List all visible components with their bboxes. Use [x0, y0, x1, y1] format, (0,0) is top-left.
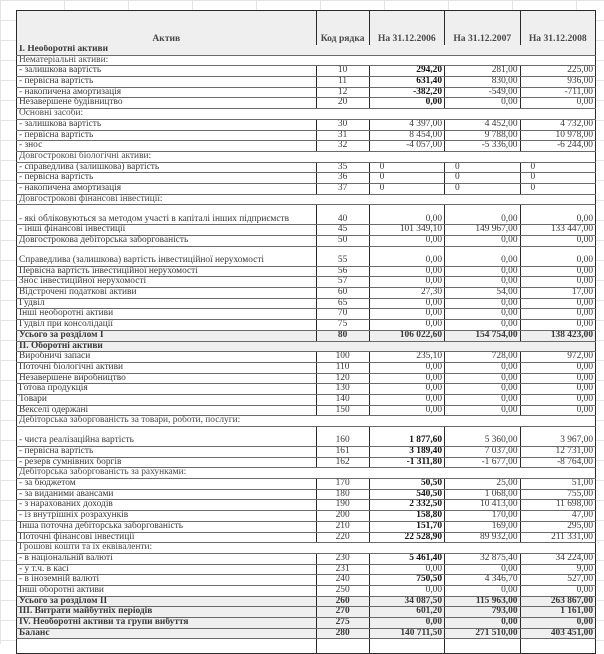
table-row [17, 298, 596, 309]
table-row [17, 384, 596, 395]
value-2008[interactable]: -711,00 [520, 87, 596, 98]
value-2007[interactable]: -5 336,00 [445, 141, 520, 152]
header-asset: Актив [17, 11, 317, 46]
table-row [17, 77, 596, 88]
value-2006[interactable]: 5 461,40 [369, 553, 444, 564]
row-label[interactable]: Гудвіл [17, 298, 317, 309]
table-row [17, 511, 596, 522]
row-label[interactable]: - накопичена амортизація [17, 183, 317, 194]
value-2006[interactable]: 0,00 [369, 373, 444, 384]
row-label[interactable]: - первісна вартість [17, 130, 317, 141]
value-2006[interactable]: 0,00 [369, 246, 444, 266]
row-code[interactable]: 70 [316, 309, 369, 320]
value-2006[interactable]: -4 057,00 [369, 141, 444, 152]
table-row [17, 479, 596, 490]
value-2008[interactable]: 0,00 [520, 373, 596, 384]
empty-cell[interactable] [17, 639, 317, 654]
value-2007[interactable]: 0 [445, 183, 520, 194]
table-row [17, 575, 596, 586]
value-2008[interactable]: 527,00 [520, 575, 596, 586]
row-label[interactable]: Інша поточна дебіторська заборгованість [17, 521, 317, 532]
header-2006: На 31.12.2006 [369, 11, 444, 46]
value-2008[interactable]: 225,00 [520, 66, 596, 77]
value-2007[interactable]: 5 360,00 [445, 427, 520, 447]
value-2008[interactable]: 9,00 [520, 564, 596, 575]
value-2007[interactable]: 4 346,70 [445, 575, 520, 586]
row-code[interactable]: 160 [316, 427, 369, 447]
table-row [17, 183, 596, 194]
value-2006[interactable]: 0,00 [369, 405, 444, 416]
row-label[interactable]: - інші фінансові інвестиції [17, 225, 317, 236]
total-row [17, 607, 596, 618]
table-row [17, 266, 596, 277]
group-header-row [17, 109, 596, 120]
total-row [17, 618, 596, 629]
row-code[interactable]: 180 [316, 489, 369, 500]
row-code[interactable]: 210 [316, 521, 369, 532]
row-label[interactable]: Товари [17, 394, 317, 405]
row-label[interactable]: Первісна вартість інвестиційної нерухомості [17, 266, 317, 277]
row-code[interactable]: 110 [316, 362, 369, 373]
value-2007[interactable]: 0,00 [445, 618, 520, 629]
row-code[interactable]: 240 [316, 575, 369, 586]
group-title: Дебіторська заборгованість за рахунками: [17, 468, 596, 479]
value-2008[interactable]: 0,00 [520, 246, 596, 266]
value-2007[interactable]: 0,00 [445, 564, 520, 575]
value-2006[interactable]: 1 877,60 [369, 427, 444, 447]
row-code[interactable]: 170 [316, 479, 369, 490]
value-2007[interactable]: 0,00 [445, 298, 520, 309]
row-label[interactable]: Виробничі запаси [17, 352, 317, 363]
value-2006[interactable]: 2 332,50 [369, 500, 444, 511]
value-2007[interactable]: 4 452,00 [445, 119, 520, 130]
header-2007: На 31.12.2007 [445, 11, 520, 46]
row-label[interactable]: - із внутрішніх розрахунків [17, 511, 317, 522]
table-row [17, 427, 596, 447]
table-row [17, 98, 596, 109]
value-2006[interactable]: 0,00 [369, 362, 444, 373]
row-label[interactable]: - залишкова вартість [17, 66, 317, 77]
value-2006[interactable]: 0,00 [369, 585, 444, 596]
row-code[interactable]: 270 [316, 607, 369, 618]
row-code[interactable]: 32 [316, 141, 369, 152]
table-row [17, 352, 596, 363]
value-2007[interactable]: 0 [445, 162, 520, 173]
empty-cell[interactable] [445, 639, 520, 654]
row-code[interactable]: 30 [316, 119, 369, 130]
table-row [17, 225, 596, 236]
row-code[interactable]: 100 [316, 352, 369, 363]
value-2008[interactable]: 0,00 [520, 618, 596, 629]
value-2007[interactable]: 0,00 [445, 373, 520, 384]
value-2006[interactable]: 4 397,00 [369, 119, 444, 130]
balance-sheet [16, 10, 596, 654]
value-2006[interactable]: 0,00 [369, 205, 444, 225]
value-2008[interactable]: 0,00 [520, 236, 596, 247]
value-2007[interactable]: 0,00 [445, 277, 520, 288]
value-2007[interactable]: 32 875,40 [445, 553, 520, 564]
section-header-row [17, 45, 596, 55]
row-code[interactable]: 12 [316, 87, 369, 98]
section-title: II. Оборотні активи [17, 341, 596, 352]
table-row [17, 246, 596, 266]
value-2007[interactable]: -549,00 [445, 87, 520, 98]
section-title: I. Необоротні активи [17, 45, 596, 55]
balance-table [16, 10, 596, 654]
row-code[interactable]: 50 [316, 236, 369, 247]
row-code[interactable]: 55 [316, 246, 369, 266]
value-2007[interactable]: 0,00 [445, 246, 520, 266]
table-row [17, 457, 596, 468]
value-2008[interactable]: 936,00 [520, 77, 596, 88]
group-title: Довгострокові біологічні активи: [17, 151, 596, 162]
table-row [17, 119, 596, 130]
value-2006[interactable]: 0,00 [369, 564, 444, 575]
value-2008[interactable]: 10 978,00 [520, 130, 596, 141]
value-2006[interactable]: 601,20 [369, 607, 444, 618]
value-2008[interactable]: 17,00 [520, 288, 596, 299]
row-code[interactable]: 57 [316, 277, 369, 288]
row-label[interactable]: Знос інвестиційної нерухомості [17, 277, 317, 288]
row-label[interactable]: Інші необоротні активи [17, 309, 317, 320]
row-label[interactable]: - чиста реалізаційна вартість [17, 427, 317, 447]
value-2007[interactable]: 54,00 [445, 288, 520, 299]
row-label[interactable]: Баланс [17, 628, 317, 639]
section-header-row [17, 341, 596, 352]
table-row [17, 521, 596, 532]
value-2008[interactable]: 11 698,00 [520, 500, 596, 511]
row-code[interactable]: 161 [316, 447, 369, 458]
row-code[interactable]: 140 [316, 394, 369, 405]
row-code[interactable]: 250 [316, 585, 369, 596]
row-label[interactable]: - резерв сумнівних боргів [17, 457, 317, 468]
row-label[interactable]: III. Витрати майбутніх періодів [17, 607, 317, 618]
value-2008[interactable]: 0,00 [520, 320, 596, 331]
value-2008[interactable]: 47,00 [520, 511, 596, 522]
row-label[interactable]: - первісна вартість [17, 447, 317, 458]
group-title: Нематеріальні активи: [17, 55, 596, 66]
value-2008[interactable]: 263 867,00 [520, 596, 596, 607]
value-2008[interactable]: 12 731,00 [520, 447, 596, 458]
value-2007[interactable]: 0,00 [445, 585, 520, 596]
table-body [17, 45, 596, 654]
table-row [17, 405, 596, 416]
row-code[interactable]: 65 [316, 298, 369, 309]
row-label[interactable]: - з нарахованих доходів [17, 500, 317, 511]
row-code[interactable]: 40 [316, 205, 369, 225]
row-code[interactable]: 56 [316, 266, 369, 277]
value-2008[interactable]: 0,00 [520, 298, 596, 309]
row-code[interactable]: 35 [316, 162, 369, 173]
value-2007[interactable]: 0,00 [445, 320, 520, 331]
table-row [17, 66, 596, 77]
value-2008[interactable]: 138 423,00 [520, 330, 596, 341]
table-row [17, 309, 596, 320]
value-2007[interactable]: 0,00 [445, 384, 520, 395]
value-2008[interactable]: 4 732,00 [520, 119, 596, 130]
table-row [17, 87, 596, 98]
blank-row [17, 639, 596, 654]
row-label[interactable]: - первісна вартість [17, 77, 317, 88]
table-row [17, 447, 596, 458]
value-2007[interactable]: 25,00 [445, 479, 520, 490]
value-2008[interactable]: 755,00 [520, 489, 596, 500]
value-2007[interactable]: 89 932,00 [445, 532, 520, 543]
value-2006[interactable]: 0,00 [369, 266, 444, 277]
table-row [17, 489, 596, 500]
group-header-row [17, 55, 596, 66]
row-code[interactable]: 162 [316, 457, 369, 468]
row-label[interactable]: Справедлива (залишкова) вартість інвестиційної нерухомості [17, 246, 317, 266]
table-row [17, 162, 596, 173]
row-label[interactable]: Усього за розділом II [17, 596, 317, 607]
row-code[interactable]: 200 [316, 511, 369, 522]
row-label[interactable]: Довгострокова дебіторська заборгованість [17, 236, 317, 247]
value-2006[interactable]: 34 087,50 [369, 596, 444, 607]
value-2007[interactable]: 0,00 [445, 405, 520, 416]
row-label[interactable]: - залишкова вартість [17, 119, 317, 130]
row-label[interactable]: Поточні біологічні активи [17, 362, 317, 373]
row-code[interactable]: 80 [316, 330, 369, 341]
value-2006[interactable]: 3 189,40 [369, 447, 444, 458]
value-2007[interactable]: 728,00 [445, 352, 520, 363]
row-code[interactable]: 45 [316, 225, 369, 236]
value-2006[interactable]: 540,50 [369, 489, 444, 500]
value-2006[interactable]: 750,50 [369, 575, 444, 586]
value-2006[interactable]: 140 711,50 [369, 628, 444, 639]
row-label[interactable]: Незавершене будівництво [17, 98, 317, 109]
value-2006[interactable]: 0 [369, 173, 444, 184]
value-2007[interactable]: 1 068,00 [445, 489, 520, 500]
value-2007[interactable]: 154 754,00 [445, 330, 520, 341]
value-2006[interactable]: 27,30 [369, 288, 444, 299]
value-2008[interactable]: 0 [520, 183, 596, 194]
value-2008[interactable]: 0,00 [520, 98, 596, 109]
value-2006[interactable]: 151,70 [369, 521, 444, 532]
empty-cell[interactable] [369, 639, 444, 654]
row-code[interactable]: 280 [316, 628, 369, 639]
row-label[interactable]: Гудвіл при консолідації [17, 320, 317, 331]
value-2007[interactable]: 0,00 [445, 362, 520, 373]
value-2006[interactable]: 158,80 [369, 511, 444, 522]
row-code[interactable]: 230 [316, 553, 369, 564]
table-row [17, 130, 596, 141]
row-code[interactable]: 60 [316, 288, 369, 299]
table-row [17, 173, 596, 184]
table-row [17, 564, 596, 575]
value-2006[interactable]: 294,20 [369, 66, 444, 77]
row-label[interactable]: Незавершене виробництво [17, 373, 317, 384]
row-label[interactable]: - за виданими авансами [17, 489, 317, 500]
value-2006[interactable]: 0,00 [369, 618, 444, 629]
value-2006[interactable]: 0,00 [369, 298, 444, 309]
row-code[interactable]: 31 [316, 130, 369, 141]
value-2008[interactable]: 0,00 [520, 405, 596, 416]
value-2008[interactable]: 0,00 [520, 277, 596, 288]
row-label[interactable]: - первісна вартість [17, 173, 317, 184]
row-code[interactable]: 260 [316, 596, 369, 607]
table-row [17, 277, 596, 288]
row-code[interactable]: 275 [316, 618, 369, 629]
value-2008[interactable]: 133 447,00 [520, 225, 596, 236]
row-code[interactable]: 10 [316, 66, 369, 77]
value-2007[interactable]: 170,00 [445, 511, 520, 522]
value-2006[interactable]: 101 349,10 [369, 225, 444, 236]
table-row [17, 362, 596, 373]
value-2006[interactable]: 0,00 [369, 277, 444, 288]
group-title: Грошові кошти та їх еквіваленти: [17, 543, 596, 554]
value-2007[interactable]: 281,00 [445, 66, 520, 77]
row-label[interactable]: Поточні фінансові інвестиції [17, 532, 317, 543]
value-2008[interactable]: 0 [520, 173, 596, 184]
value-2006[interactable]: 8 454,00 [369, 130, 444, 141]
table-row [17, 373, 596, 384]
value-2007[interactable]: 10 413,00 [445, 500, 520, 511]
value-2008[interactable]: 0,00 [520, 394, 596, 405]
row-code[interactable]: 20 [316, 98, 369, 109]
value-2006[interactable]: 0 [369, 183, 444, 194]
row-code[interactable]: 220 [316, 532, 369, 543]
value-2006[interactable]: 0 [369, 162, 444, 173]
row-code[interactable]: 11 [316, 77, 369, 88]
row-code[interactable]: 120 [316, 373, 369, 384]
row-label[interactable]: Інші оборотні активи [17, 585, 317, 596]
value-2007[interactable]: 0,00 [445, 205, 520, 225]
row-label[interactable]: - накопичена амортизація [17, 87, 317, 98]
table-row [17, 532, 596, 543]
value-2007[interactable]: 0,00 [445, 309, 520, 320]
row-label[interactable]: - за бюджетом [17, 479, 317, 490]
value-2006[interactable]: 0,00 [369, 320, 444, 331]
table-row [17, 236, 596, 247]
row-label[interactable]: - в іноземній валюті [17, 575, 317, 586]
value-2006[interactable]: 0,00 [369, 384, 444, 395]
value-2006[interactable]: 631,40 [369, 77, 444, 88]
row-label[interactable]: Усього за розділом I [17, 330, 317, 341]
value-2006[interactable]: 0,00 [369, 236, 444, 247]
value-2007[interactable]: 115 963,00 [445, 596, 520, 607]
row-code[interactable]: 75 [316, 320, 369, 331]
value-2006[interactable]: 0,00 [369, 394, 444, 405]
group-header-row [17, 194, 596, 205]
value-2007[interactable]: 7 037,00 [445, 447, 520, 458]
value-2007[interactable]: 0,00 [445, 394, 520, 405]
value-2008[interactable]: 211 331,00 [520, 532, 596, 543]
row-label[interactable]: Векселі одержані [17, 405, 317, 416]
group-header-row [17, 151, 596, 162]
value-2006[interactable]: 50,50 [369, 479, 444, 490]
table-row [17, 320, 596, 331]
value-2008[interactable]: 0,00 [520, 585, 596, 596]
value-2007[interactable]: 0 [445, 173, 520, 184]
row-code[interactable]: 36 [316, 173, 369, 184]
group-header-row [17, 543, 596, 554]
value-2006[interactable]: 235,10 [369, 352, 444, 363]
value-2006[interactable]: 106 022,60 [369, 330, 444, 341]
row-code[interactable]: 190 [316, 500, 369, 511]
row-code[interactable]: 37 [316, 183, 369, 194]
group-header-row [17, 416, 596, 427]
row-label[interactable]: - у т.ч. в касі [17, 564, 317, 575]
row-code[interactable]: 130 [316, 384, 369, 395]
value-2008[interactable]: 1 161,00 [520, 607, 596, 618]
group-header-row [17, 468, 596, 479]
value-2007[interactable]: -1 677,00 [445, 457, 520, 468]
value-2007[interactable]: 0,00 [445, 266, 520, 277]
row-label[interactable]: - знос [17, 141, 317, 152]
total-row [17, 596, 596, 607]
table-row [17, 553, 596, 564]
header-code: Код рядка [316, 11, 369, 46]
value-2007[interactable]: 830,00 [445, 77, 520, 88]
value-2008[interactable]: -6 244,00 [520, 141, 596, 152]
value-2007[interactable]: 271 510,00 [445, 628, 520, 639]
value-2006[interactable]: -382,20 [369, 87, 444, 98]
value-2008[interactable]: 972,00 [520, 352, 596, 363]
group-title: Основні засоби: [17, 109, 596, 120]
table-row [17, 585, 596, 596]
row-label[interactable]: - які обліковуються за методом участі в капіталі інших підприємств [17, 205, 317, 225]
row-label[interactable]: Відстрочені податкові активи [17, 288, 317, 299]
value-2008[interactable]: 403 451,00 [520, 628, 596, 639]
table-row [17, 141, 596, 152]
group-title: Довгострокові фінансові інвестиції: [17, 194, 596, 205]
value-2008[interactable]: 295,00 [520, 521, 596, 532]
table-row [17, 500, 596, 511]
group-title: Дебіторська заборгованість за товари, роботи, послуги: [17, 416, 596, 427]
row-code[interactable]: 150 [316, 405, 369, 416]
row-label[interactable]: - в національній валюті [17, 553, 317, 564]
value-2007[interactable]: 0,00 [445, 98, 520, 109]
table-row [17, 205, 596, 225]
value-2008[interactable]: 0,00 [520, 362, 596, 373]
row-code[interactable]: 231 [316, 564, 369, 575]
total-row [17, 330, 596, 341]
total-row [17, 628, 596, 639]
value-2008[interactable]: 3 967,00 [520, 427, 596, 447]
empty-cell[interactable] [316, 639, 369, 654]
value-2008[interactable]: 0,00 [520, 309, 596, 320]
value-2008[interactable]: 0 [520, 162, 596, 173]
value-2007[interactable]: 0,00 [445, 236, 520, 247]
value-2007[interactable]: 149 967,00 [445, 225, 520, 236]
table-row [17, 288, 596, 299]
value-2006[interactable]: 0,00 [369, 309, 444, 320]
value-2006[interactable]: -1 311,80 [369, 457, 444, 468]
row-label[interactable]: Готова продукція [17, 384, 317, 395]
value-2006[interactable]: 22 528,90 [369, 532, 444, 543]
empty-cell[interactable] [520, 639, 596, 654]
header-row [17, 11, 596, 46]
value-2008[interactable]: 0,00 [520, 384, 596, 395]
value-2007[interactable]: 169,00 [445, 521, 520, 532]
value-2007[interactable]: 793,00 [445, 607, 520, 618]
value-2007[interactable]: 9 788,00 [445, 130, 520, 141]
value-2008[interactable]: 34 224,00 [520, 553, 596, 564]
table-row [17, 394, 596, 405]
row-label[interactable]: IV. Необоротні активи та групи вибуття [17, 618, 317, 629]
value-2008[interactable]: 0,00 [520, 205, 596, 225]
row-label[interactable]: - справедлива (залишкова) вартість [17, 162, 317, 173]
header-2008: На 31.12.2008 [520, 11, 596, 46]
value-2008[interactable]: 51,00 [520, 479, 596, 490]
value-2008[interactable]: 0,00 [520, 266, 596, 277]
value-2006[interactable]: 0,00 [369, 98, 444, 109]
value-2008[interactable]: -8 764,00 [520, 457, 596, 468]
